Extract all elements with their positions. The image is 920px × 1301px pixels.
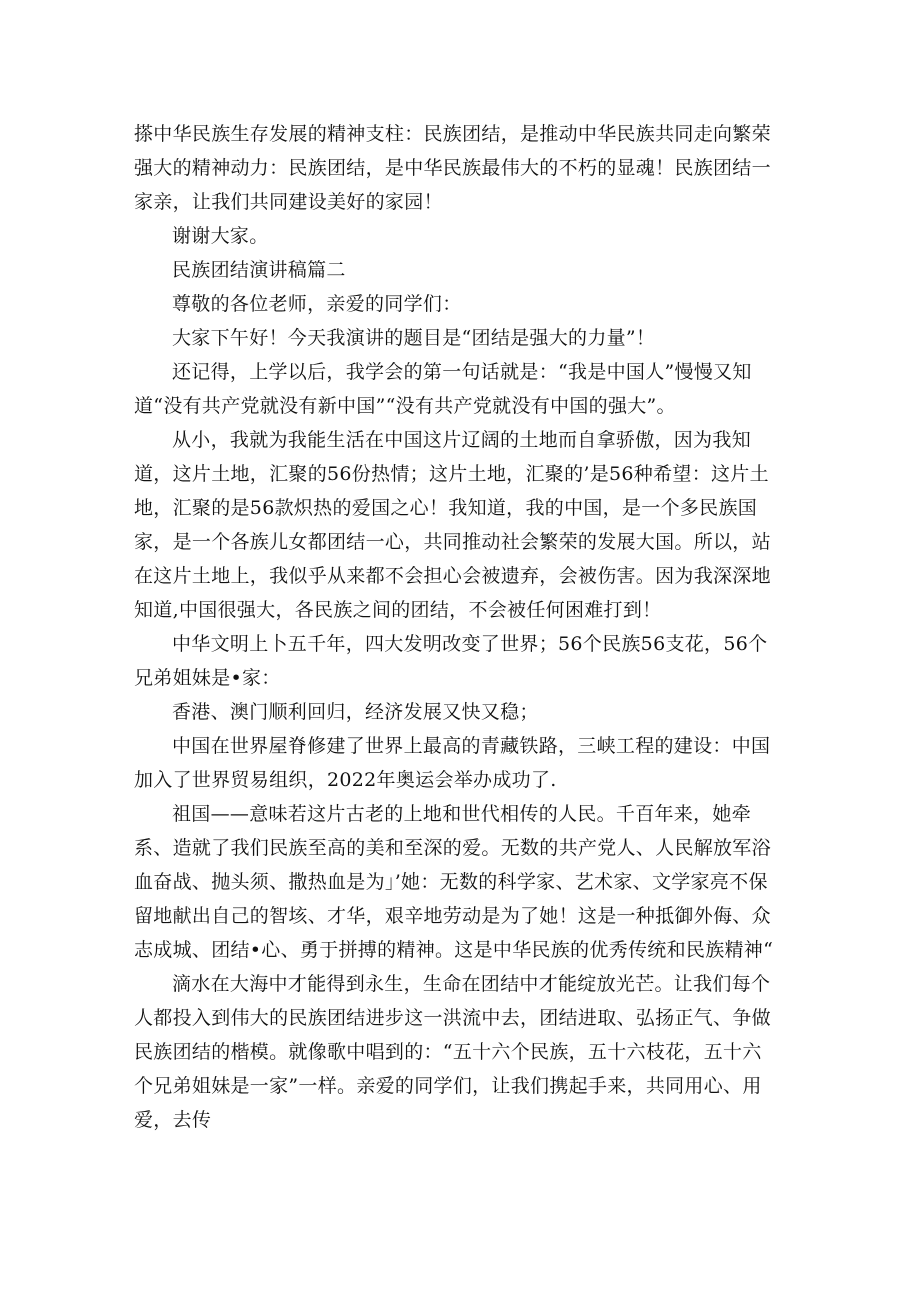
paragraph-achievements: 中国在世界屋脊修建了世界上最高的青藏铁路，三峡工程的建设：中国加入了世界贸易组织，2022年奥运会举办成功了.	[134, 735, 771, 791]
paragraph-memory: 还记得，上学以后，我学会的第一句话就是：“我是中国人”慢慢又知道“没有共产党就没有新中国”“没有共产党就没有中国的强大”。	[134, 361, 752, 417]
salutation: 尊敬的各位老师，亲爱的同学们：	[172, 293, 462, 315]
paragraph-thanks: 谢谢大家。	[172, 225, 269, 247]
paragraph-civilization: 中华文明上卜五千年，四大发明改变了世界；56个民族56支花，56个兄弟姐妹是•家：	[134, 633, 768, 689]
paragraph-continuation: 搽中华民族生存发展的精神支柱：民族团结，是推动中华民族共同走向繁荣强大的精神动力：民族团结，是中华民族最伟大的不朽的显魂！民族团结一家亲，让我们共同建设美好的家园！	[134, 123, 771, 213]
paragraph-unity: 滴水在大海中才能得到永生，生命在团结中才能绽放光芒。让我们每个人都投入到伟大的民族团结进步这一洪流中去，团结进取、弘扬正气、争做民族团结的楷模。就像歌中唱到的：“五十六个民族，五十六枝花，五十六个兄弟姐妹是一家”一样。亲爱的同学们，让我们携起手来，共同用心、用爱，去传	[134, 973, 771, 1131]
document-body	[134, 117, 780, 1137]
section-heading: 民族团结演讲稿篇二	[172, 259, 346, 281]
paragraph-return: 香港、澳门顺利回归，经济发展又快又稳；	[172, 701, 539, 723]
paragraph-motherland: 祖国——意味若这片古老的上地和世代相传的人民。千百年来，她牵系、造就了我们民族至高的美和至深的爱。无数的共产党人、人民解放军浴血奋战、抛头须、撒热血是为」’她：无数的科学家、艺术家、文学家亮不保留地献出自己的智垓、才华，艰辛地劳动是为了她！这是一种抵御外侮、众志成城、团结•心、勇于拼搏的精神。这是中华民族的优秀传统和民族精神“	[134, 803, 774, 961]
paragraph-homeland: 从小，我就为我能生活在中国这片辽阔的土地而自拿骄傲，因为我知道，这片土地，汇聚的56份热情；这片土地，汇聚的’是56种希望：这片土地，汇聚的是56款炽热的爱国之心！我知道，我的中国，是一个多民族国家，是一个各族儿女都团结一心，共同推动社会繁荣的发展大国。所以，站在这片土地上，我似乎从来都不会担心会被遗弃，会被伤害。因为我深深地知道,中国很强大，各民族之间的团结，不会被任何困难打到！	[134, 429, 771, 621]
paragraph-greeting: 大家下午好！今天我演讲的题目是“团结是强大的力量”！	[172, 327, 656, 349]
